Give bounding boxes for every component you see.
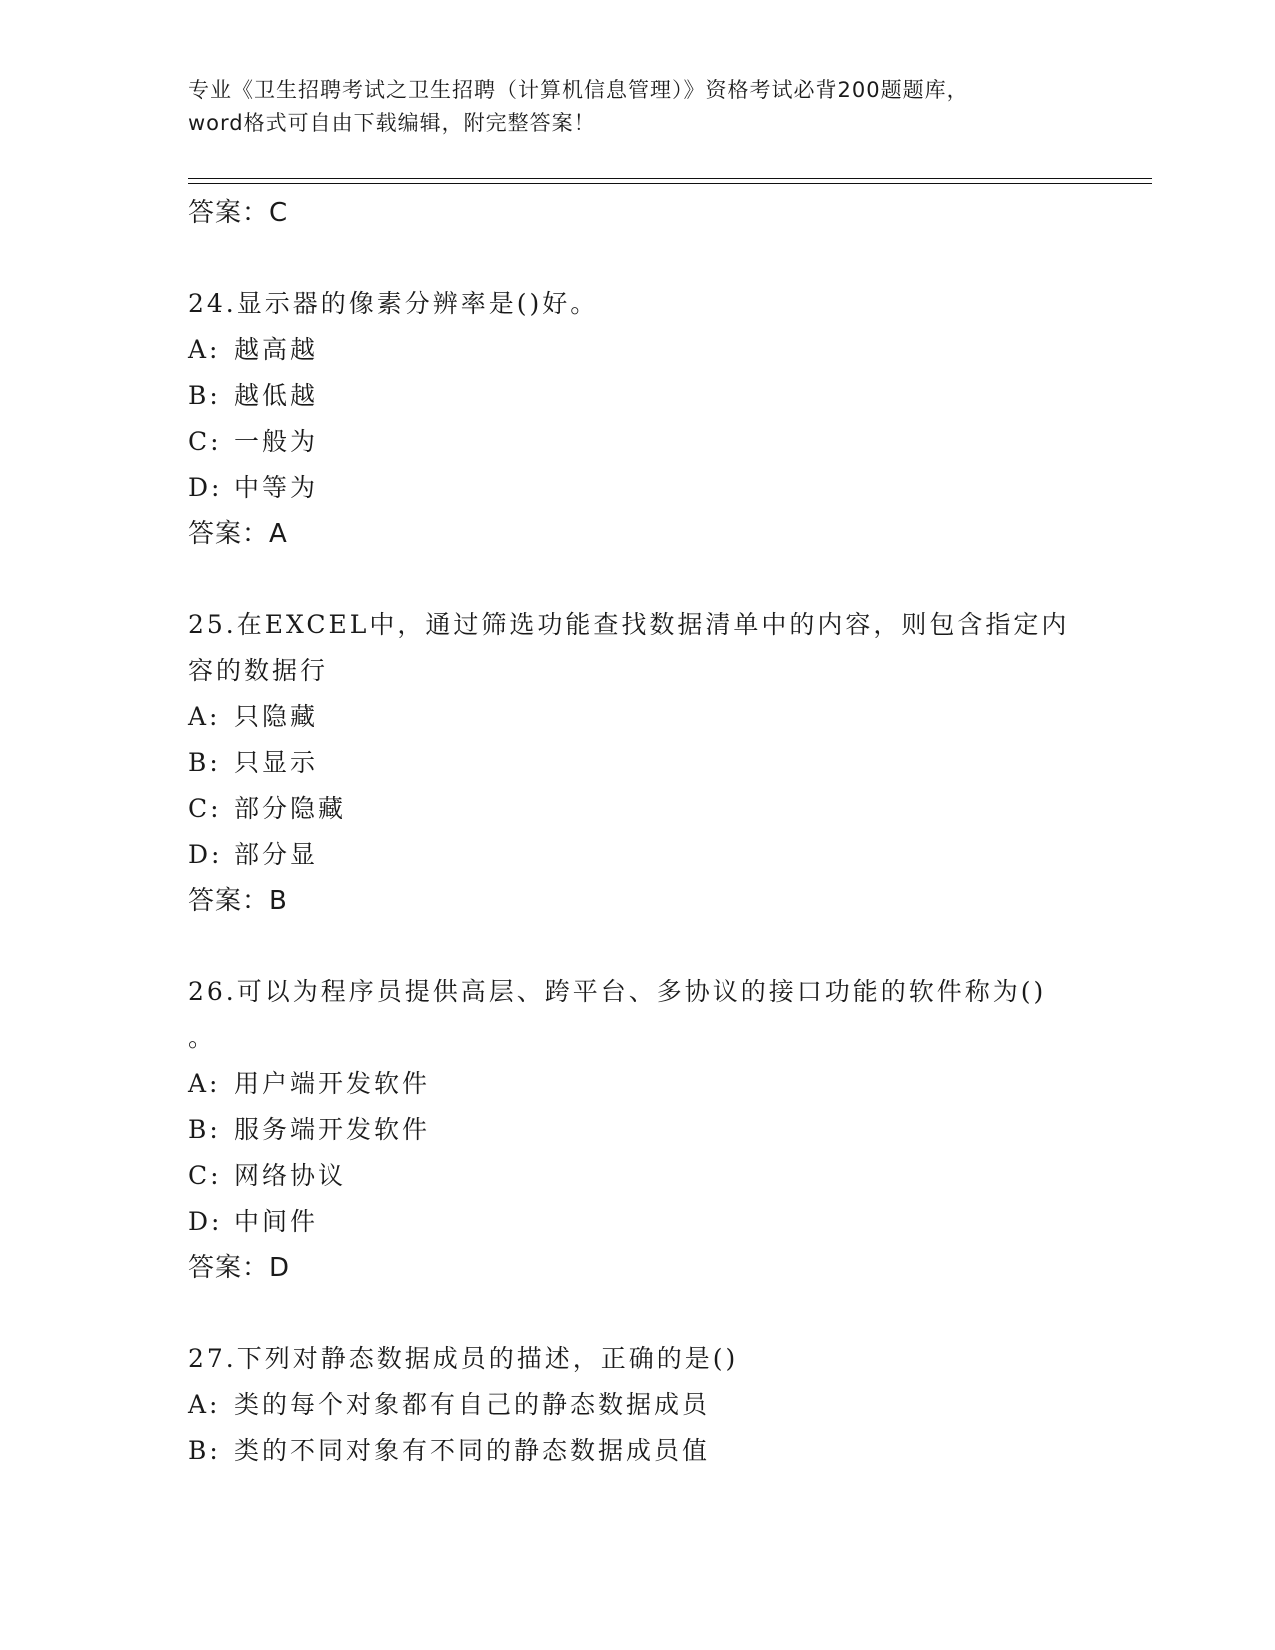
spacer [188, 1291, 1088, 1336]
option-letter: D: [188, 1207, 223, 1236]
option-letter: D: [188, 840, 223, 869]
option-text: 网络协议 [234, 1161, 347, 1190]
option-letter: A: [188, 702, 221, 731]
answer: 答案：A [188, 519, 288, 549]
option-a [188, 1382, 1088, 1428]
option-text: 中间件 [234, 1207, 319, 1236]
answer: 答案：D [188, 1253, 291, 1283]
option-text: 只隐藏 [234, 702, 319, 731]
option-letter: C: [188, 794, 222, 823]
option-b [188, 373, 1088, 419]
previous-answer: 答案：C [188, 198, 289, 228]
option-b [188, 1428, 1088, 1474]
option-text: 类的每个对象都有自己的静态数据成员 [234, 1390, 711, 1419]
option-text: 部分隐藏 [234, 794, 347, 823]
spacer [188, 924, 1088, 969]
option-letter: B: [188, 1115, 221, 1144]
option-letter: A: [188, 1069, 221, 1098]
option-letter: B: [188, 748, 221, 777]
option-text: 越低越 [234, 381, 319, 410]
option-a [188, 1061, 1088, 1107]
spacer [188, 236, 1088, 281]
option-letter: B: [188, 1436, 221, 1465]
question-stem: 25.在EXCEL中，通过筛选功能查找数据清单中的内容，则包含指定内 [188, 610, 1070, 639]
question-27 [188, 1336, 1088, 1474]
option-letter: A: [188, 335, 221, 364]
option-a [188, 694, 1088, 740]
option-d [188, 832, 1088, 878]
header-line-1: 专业《卫生招聘考试之卫生招聘（计算机信息管理）》资格考试必背200题题库， [188, 78, 969, 102]
question-stem-continued: 容的数据行 [188, 656, 329, 685]
option-text: 类的不同对象有不同的静态数据成员值 [234, 1436, 711, 1465]
option-c [188, 1153, 1088, 1199]
header-line-2: word格式可自由下载编辑，附完整答案！ [188, 111, 596, 135]
option-text: 中等为 [234, 473, 319, 502]
question-25 [188, 602, 1088, 924]
option-letter: B: [188, 381, 221, 410]
question-26 [188, 969, 1088, 1291]
option-letter: C: [188, 1161, 222, 1190]
option-text: 部分显 [234, 840, 319, 869]
option-b [188, 1107, 1088, 1153]
option-b [188, 740, 1088, 786]
option-c [188, 419, 1088, 465]
spacer [188, 557, 1088, 602]
option-letter: A: [188, 1390, 221, 1419]
header-rule-bottom [188, 183, 1152, 184]
answer: 答案：B [188, 886, 288, 916]
question-stem: 27.下列对静态数据成员的描述，正确的是() [188, 1344, 739, 1373]
option-text: 一般为 [234, 427, 319, 456]
document-header [188, 74, 1088, 140]
option-text: 服务端开发软件 [234, 1115, 431, 1144]
option-text: 越高越 [234, 335, 319, 364]
option-text: 只显示 [234, 748, 319, 777]
question-stem-continued: 。 [188, 1023, 217, 1052]
question-stem: 26.可以为程序员提供高层、跨平台、多协议的接口功能的软件称为() [188, 977, 1047, 1006]
question-24 [188, 281, 1088, 557]
option-letter: C: [188, 427, 222, 456]
option-a [188, 327, 1088, 373]
question-stem: 24.显示器的像素分辨率是()好。 [188, 289, 599, 318]
question-list [188, 190, 1088, 1474]
header-rule-top [188, 178, 1152, 179]
option-letter: D: [188, 473, 223, 502]
option-d [188, 465, 1088, 511]
option-d [188, 1199, 1088, 1245]
option-text: 用户端开发软件 [234, 1069, 431, 1098]
option-c [188, 786, 1088, 832]
